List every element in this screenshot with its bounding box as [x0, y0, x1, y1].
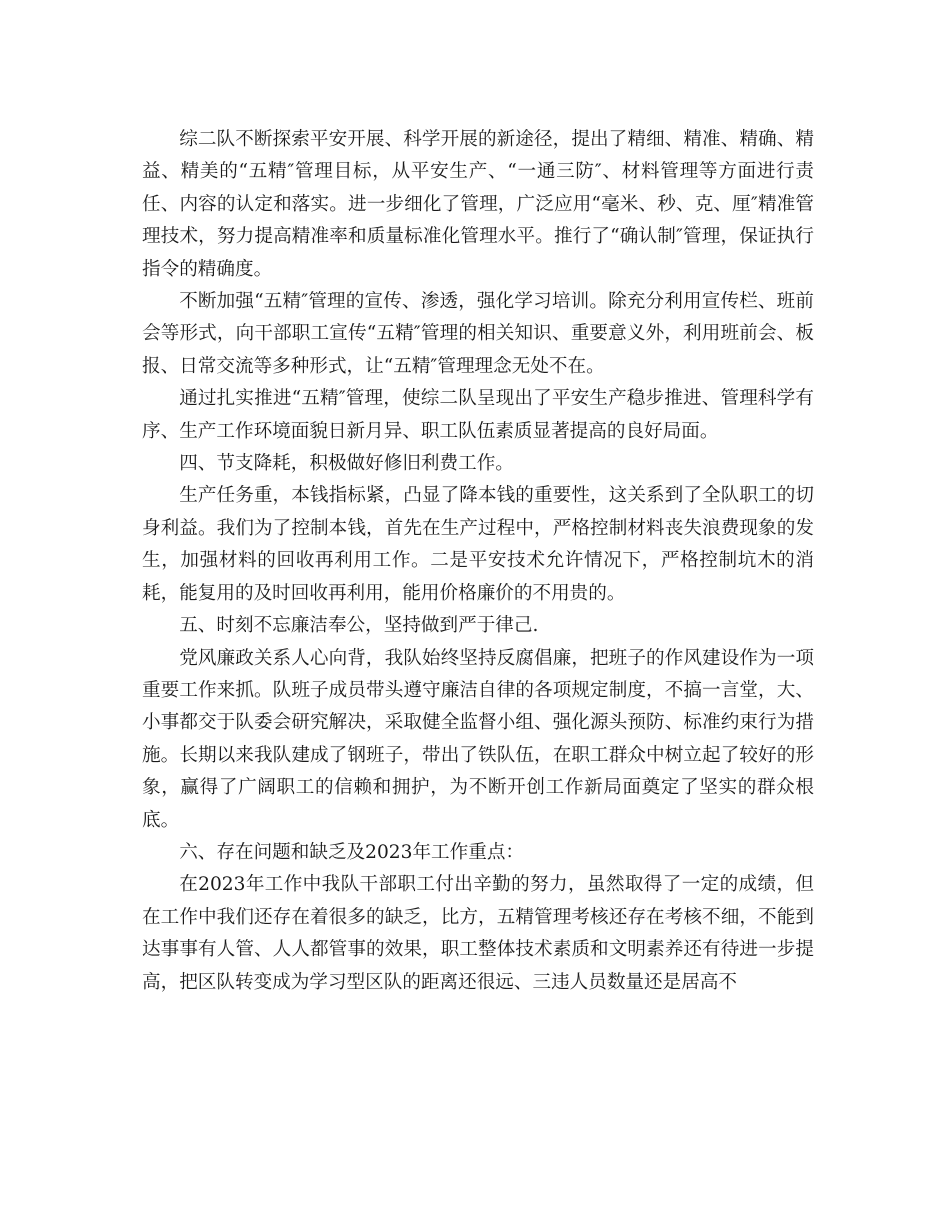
- paragraph-five-jing-promotion: 不断加强“五精″管理的宣传、渗透，强化学习培训。除充分利用宣传栏、班前会等形式，向干部职工宣传“五精″管理的相关知识、重要意义外，利用班前会、板报、日常交流等多种形式，让“五精″管理理念无处不在。: [142, 291, 814, 377]
- section-heading-cost-saving: 四、节支降耗，积极做好修旧利费工作。: [179, 453, 514, 475]
- section-heading-integrity: 五、时刻不忘廉洁奉公，坚持做到严于律己.: [179, 615, 539, 637]
- paragraph-problems: 在2023年工作中我队干部职工付出辛勤的努力，虽然取得了一定的成绩，但在工作中我们还存在着很多的缺乏，比方，五精管理考核还存在考核不细，不能到达事事有人管、人人都管事的效果，职工整体技术素质和文明素养还有待进一步提高，把区队转变成为学习型区队的距离还很远、三违人员数量还是居高不: [142, 874, 814, 993]
- paragraph-cost-control: 生产任务重，本钱指标紧，凸显了降本钱的重要性，这关系到了全队职工的切身利益。我们为了控制本钱，首先在生产过程中，严格控制材料丧失浪费现象的发生，加强材料的回收再利用工作。二是平安技术允许情况下，严格控制坑木的消耗，能复用的及时回收再利用，能用价格廉价的不用贵的。: [142, 485, 814, 604]
- paragraph-integrity: 党风廉政关系人心向背，我队始终坚持反腐倡廉，把班子的作风建设作为一项重要工作来抓。队班子成员带头遵守廉洁自律的各项规定制度，不搞一言堂，大、小事都交于队委会研究解决，采取健全监督小组、强化源头预防、标准约束行为措施。长期以来我队建成了钢班子，带出了铁队伍，在职工群众中树立起了较好的形象，赢得了广阔职工的信赖和拥护，为不断开创工作新局面奠定了坚实的群众根底。: [142, 647, 814, 831]
- section-heading-problems: 六、存在问题和缺乏及2023年工作重点：: [179, 841, 525, 863]
- paragraph-five-jing-goals: 综二队不断探索平安开展、科学开展的新途径，提出了精细、精准、精确、精益、精美的“五精″管理目标，从平安生产、“一通三防″、材料管理等方面进行责任、内容的认定和落实。进一步细化了管理，广泛应用“毫米、秒、克、厘″精准管理技术，努力提高精准率和质量标准化管理水平。推行了“确认制″管理，保证执行指令的精确度。: [142, 129, 814, 280]
- document-body: [142, 124, 814, 999]
- paragraph-five-jing-results: 通过扎实推进“五精″管理，使综二队呈现出了平安生产稳步推进、管理科学有序、生产工作环境面貌日新月异、职工队伍素质显著提高的良好局面。: [142, 388, 814, 442]
